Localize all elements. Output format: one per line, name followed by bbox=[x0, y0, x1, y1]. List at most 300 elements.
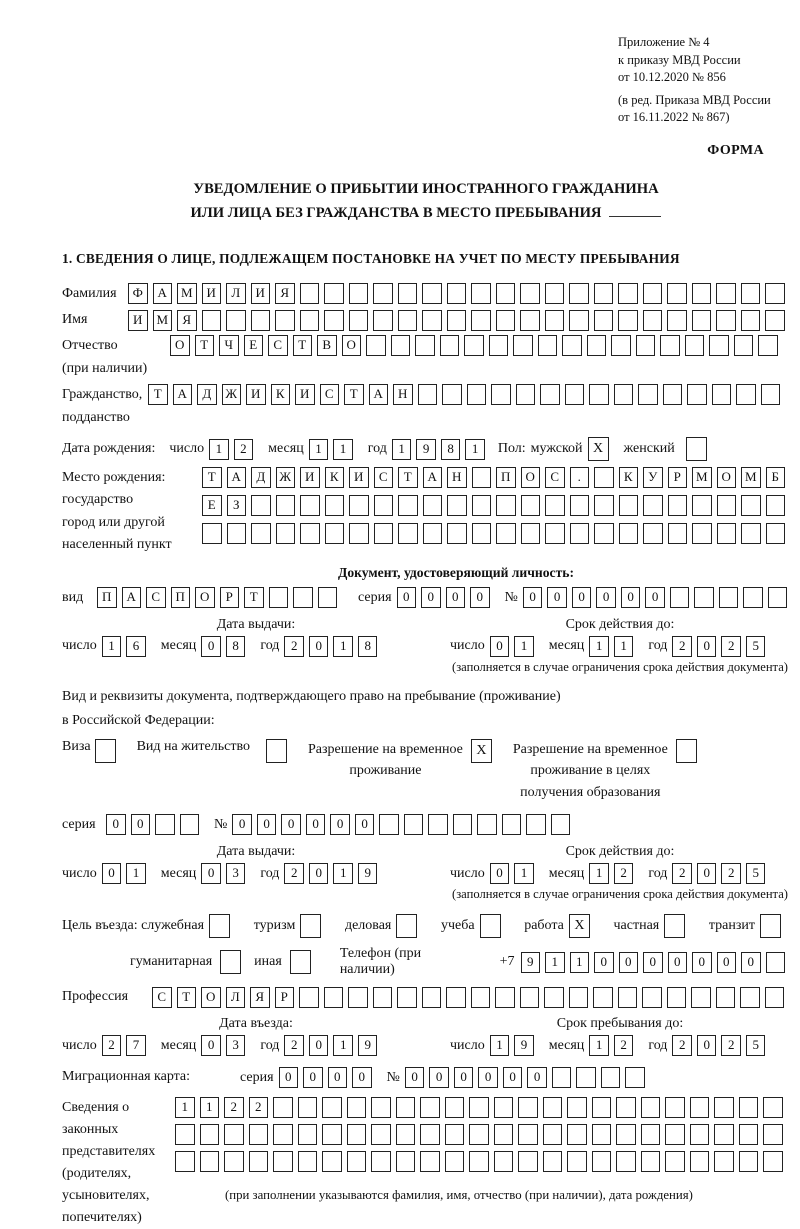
char-box[interactable] bbox=[685, 335, 705, 356]
char-box[interactable] bbox=[594, 310, 614, 331]
char-box[interactable] bbox=[763, 1151, 783, 1172]
char-box[interactable] bbox=[349, 495, 369, 516]
char-box[interactable]: Т bbox=[344, 384, 364, 405]
char-box[interactable]: Е bbox=[202, 495, 222, 516]
rvp-checkbox[interactable] bbox=[471, 739, 497, 763]
birth-place-line1[interactable] bbox=[202, 467, 790, 488]
char-box[interactable] bbox=[543, 1151, 563, 1172]
char-box[interactable]: 9 bbox=[358, 863, 378, 884]
char-box[interactable] bbox=[765, 310, 785, 331]
char-box[interactable] bbox=[663, 384, 683, 405]
char-box[interactable] bbox=[741, 283, 761, 304]
char-box[interactable]: К bbox=[619, 467, 639, 488]
name-input[interactable] bbox=[128, 310, 790, 331]
char-box[interactable] bbox=[420, 1097, 440, 1118]
char-box[interactable] bbox=[643, 523, 663, 544]
char-box[interactable]: Е bbox=[244, 335, 264, 356]
char-box[interactable] bbox=[665, 1124, 685, 1145]
char-box[interactable]: 0 bbox=[478, 1067, 498, 1088]
char-box[interactable]: В bbox=[317, 335, 337, 356]
char-box[interactable]: 1 bbox=[589, 1035, 609, 1056]
char-box[interactable]: М bbox=[692, 467, 712, 488]
char-box[interactable]: М bbox=[177, 283, 197, 304]
char-box[interactable] bbox=[562, 335, 582, 356]
char-box[interactable] bbox=[765, 283, 785, 304]
char-box[interactable]: С bbox=[545, 467, 565, 488]
char-box[interactable]: 1 bbox=[614, 636, 634, 657]
char-box[interactable] bbox=[293, 587, 313, 608]
char-box[interactable]: 1 bbox=[465, 439, 485, 460]
char-box[interactable] bbox=[638, 384, 658, 405]
char-box[interactable]: Д bbox=[251, 467, 271, 488]
doc-valid-day[interactable] bbox=[490, 636, 539, 657]
char-box[interactable] bbox=[397, 987, 417, 1008]
char-box[interactable] bbox=[538, 335, 558, 356]
char-box[interactable] bbox=[496, 310, 516, 331]
char-box[interactable]: Т bbox=[398, 467, 418, 488]
char-box[interactable] bbox=[743, 587, 763, 608]
char-box[interactable] bbox=[495, 987, 515, 1008]
char-box[interactable]: X bbox=[569, 914, 590, 938]
char-box[interactable]: 0 bbox=[572, 587, 592, 608]
residence-valid-month[interactable] bbox=[589, 863, 638, 884]
char-box[interactable] bbox=[273, 1097, 293, 1118]
char-box[interactable] bbox=[714, 1151, 734, 1172]
char-box[interactable]: 0 bbox=[692, 952, 712, 973]
char-box[interactable]: 1 bbox=[126, 863, 146, 884]
char-box[interactable] bbox=[594, 467, 614, 488]
char-box[interactable]: Ч bbox=[219, 335, 239, 356]
purpose-business-checkbox[interactable] bbox=[209, 914, 235, 938]
char-box[interactable]: Л bbox=[226, 987, 246, 1008]
char-box[interactable] bbox=[641, 1124, 661, 1145]
char-box[interactable] bbox=[469, 1151, 489, 1172]
char-box[interactable]: 0 bbox=[697, 1035, 717, 1056]
doc-valid-month[interactable] bbox=[589, 636, 638, 657]
char-box[interactable] bbox=[200, 1124, 220, 1145]
char-box[interactable] bbox=[668, 495, 688, 516]
char-box[interactable] bbox=[739, 1097, 759, 1118]
char-box[interactable] bbox=[670, 587, 690, 608]
char-box[interactable]: С bbox=[146, 587, 166, 608]
char-box[interactable] bbox=[544, 987, 564, 1008]
char-box[interactable] bbox=[420, 1151, 440, 1172]
char-box[interactable] bbox=[576, 1067, 596, 1088]
char-box[interactable]: 0 bbox=[257, 814, 277, 835]
char-box[interactable]: 2 bbox=[249, 1097, 269, 1118]
char-box[interactable] bbox=[273, 1151, 293, 1172]
char-box[interactable] bbox=[298, 1124, 318, 1145]
char-box[interactable] bbox=[398, 283, 418, 304]
char-box[interactable] bbox=[643, 495, 663, 516]
char-box[interactable] bbox=[619, 523, 639, 544]
doc-issue-month[interactable] bbox=[201, 636, 250, 657]
char-box[interactable] bbox=[469, 1124, 489, 1145]
char-box[interactable] bbox=[766, 952, 786, 973]
char-box[interactable] bbox=[761, 384, 781, 405]
char-box[interactable]: 1 bbox=[545, 952, 565, 973]
char-box[interactable] bbox=[719, 587, 739, 608]
char-box[interactable] bbox=[445, 1124, 465, 1145]
char-box[interactable]: 0 bbox=[232, 814, 252, 835]
char-box[interactable]: 1 bbox=[200, 1097, 220, 1118]
char-box[interactable] bbox=[300, 523, 320, 544]
char-box[interactable] bbox=[611, 335, 631, 356]
char-box[interactable] bbox=[227, 523, 247, 544]
char-box[interactable] bbox=[642, 987, 662, 1008]
char-box[interactable] bbox=[758, 335, 778, 356]
char-box[interactable] bbox=[298, 1151, 318, 1172]
char-box[interactable] bbox=[740, 987, 760, 1008]
char-box[interactable]: 1 bbox=[209, 439, 229, 460]
purpose-transit-checkbox[interactable] bbox=[760, 914, 786, 938]
char-box[interactable] bbox=[398, 523, 418, 544]
char-box[interactable]: 8 bbox=[441, 439, 461, 460]
char-box[interactable]: . bbox=[570, 467, 590, 488]
char-box[interactable]: П bbox=[496, 467, 516, 488]
char-box[interactable] bbox=[714, 1124, 734, 1145]
char-box[interactable] bbox=[324, 283, 344, 304]
char-box[interactable] bbox=[251, 495, 271, 516]
char-box[interactable]: 0 bbox=[352, 1067, 372, 1088]
char-box[interactable]: 2 bbox=[102, 1035, 122, 1056]
char-box[interactable]: Т bbox=[244, 587, 264, 608]
char-box[interactable] bbox=[716, 283, 736, 304]
char-box[interactable]: 1 bbox=[333, 863, 353, 884]
char-box[interactable] bbox=[516, 384, 536, 405]
char-box[interactable]: 1 bbox=[514, 636, 534, 657]
char-box[interactable] bbox=[592, 1151, 612, 1172]
char-box[interactable]: И bbox=[202, 283, 222, 304]
char-box[interactable] bbox=[477, 814, 497, 835]
char-box[interactable]: 2 bbox=[721, 636, 741, 657]
char-box[interactable] bbox=[95, 739, 116, 763]
char-box[interactable] bbox=[422, 987, 442, 1008]
char-box[interactable] bbox=[520, 283, 540, 304]
char-box[interactable]: О bbox=[717, 467, 737, 488]
doc-valid-year[interactable] bbox=[672, 636, 770, 657]
residence-issue-day[interactable] bbox=[102, 863, 151, 884]
doc-series-input[interactable] bbox=[397, 587, 495, 608]
char-box[interactable] bbox=[224, 1151, 244, 1172]
char-box[interactable] bbox=[734, 335, 754, 356]
char-box[interactable]: Б bbox=[766, 467, 786, 488]
char-box[interactable] bbox=[373, 283, 393, 304]
char-box[interactable] bbox=[618, 987, 638, 1008]
char-box[interactable] bbox=[616, 1097, 636, 1118]
char-box[interactable] bbox=[641, 1151, 661, 1172]
char-box[interactable]: 0 bbox=[547, 587, 567, 608]
char-box[interactable] bbox=[518, 1097, 538, 1118]
char-box[interactable] bbox=[766, 523, 786, 544]
char-box[interactable]: 2 bbox=[284, 636, 304, 657]
char-box[interactable] bbox=[325, 495, 345, 516]
char-box[interactable]: 0 bbox=[421, 587, 441, 608]
char-box[interactable]: О bbox=[170, 335, 190, 356]
char-box[interactable]: Ж bbox=[276, 467, 296, 488]
char-box[interactable] bbox=[592, 1097, 612, 1118]
char-box[interactable]: К bbox=[271, 384, 291, 405]
char-box[interactable] bbox=[209, 914, 230, 938]
char-box[interactable]: X bbox=[588, 437, 609, 461]
char-box[interactable]: Я bbox=[250, 987, 270, 1008]
char-box[interactable] bbox=[467, 384, 487, 405]
char-box[interactable]: 0 bbox=[470, 587, 490, 608]
char-box[interactable]: 1 bbox=[514, 863, 534, 884]
char-box[interactable] bbox=[521, 523, 541, 544]
char-box[interactable]: 0 bbox=[643, 952, 663, 973]
char-box[interactable] bbox=[300, 914, 321, 938]
char-box[interactable]: 0 bbox=[454, 1067, 474, 1088]
char-box[interactable] bbox=[290, 950, 311, 974]
char-box[interactable] bbox=[440, 335, 460, 356]
char-box[interactable] bbox=[545, 283, 565, 304]
char-box[interactable] bbox=[694, 587, 714, 608]
char-box[interactable] bbox=[552, 1067, 572, 1088]
char-box[interactable] bbox=[300, 283, 320, 304]
char-box[interactable] bbox=[686, 437, 707, 461]
char-box[interactable] bbox=[741, 523, 761, 544]
purpose-study-checkbox[interactable] bbox=[480, 914, 506, 938]
char-box[interactable] bbox=[422, 283, 442, 304]
char-box[interactable]: Я bbox=[275, 283, 295, 304]
char-box[interactable]: Ж bbox=[222, 384, 242, 405]
char-box[interactable]: 0 bbox=[201, 636, 221, 657]
char-box[interactable] bbox=[322, 1097, 342, 1118]
char-box[interactable]: 0 bbox=[309, 1035, 329, 1056]
char-box[interactable] bbox=[347, 1124, 367, 1145]
char-box[interactable]: А bbox=[173, 384, 193, 405]
char-box[interactable] bbox=[717, 523, 737, 544]
patronymic-input[interactable] bbox=[170, 335, 783, 356]
char-box[interactable] bbox=[545, 523, 565, 544]
char-box[interactable] bbox=[447, 283, 467, 304]
char-box[interactable]: 0 bbox=[446, 587, 466, 608]
char-box[interactable]: 0 bbox=[309, 863, 329, 884]
birth-month-input[interactable] bbox=[309, 439, 358, 460]
char-box[interactable] bbox=[569, 310, 589, 331]
birth-place-line2[interactable] bbox=[202, 495, 790, 516]
char-box[interactable] bbox=[491, 384, 511, 405]
doc-kind-input[interactable] bbox=[97, 587, 342, 608]
char-box[interactable]: 0 bbox=[697, 636, 717, 657]
char-box[interactable] bbox=[299, 987, 319, 1008]
char-box[interactable] bbox=[276, 523, 296, 544]
migration-number-input[interactable] bbox=[405, 1067, 650, 1088]
char-box[interactable] bbox=[543, 1124, 563, 1145]
char-box[interactable] bbox=[567, 1097, 587, 1118]
char-box[interactable] bbox=[453, 814, 473, 835]
migration-series-input[interactable] bbox=[279, 1067, 377, 1088]
char-box[interactable]: Р bbox=[275, 987, 295, 1008]
char-box[interactable] bbox=[200, 1151, 220, 1172]
char-box[interactable]: 0 bbox=[596, 587, 616, 608]
char-box[interactable]: 1 bbox=[490, 1035, 510, 1056]
male-checkbox[interactable] bbox=[588, 437, 614, 461]
char-box[interactable] bbox=[518, 1151, 538, 1172]
char-box[interactable] bbox=[276, 495, 296, 516]
char-box[interactable] bbox=[471, 310, 491, 331]
representatives-line1[interactable] bbox=[175, 1097, 788, 1118]
char-box[interactable]: 2 bbox=[672, 1035, 692, 1056]
char-box[interactable] bbox=[442, 384, 462, 405]
stay-day[interactable] bbox=[490, 1035, 539, 1056]
char-box[interactable] bbox=[513, 335, 533, 356]
char-box[interactable]: К bbox=[325, 467, 345, 488]
char-box[interactable] bbox=[464, 335, 484, 356]
surname-input[interactable] bbox=[128, 283, 790, 304]
char-box[interactable] bbox=[692, 495, 712, 516]
char-box[interactable]: Т bbox=[177, 987, 197, 1008]
char-box[interactable] bbox=[396, 1124, 416, 1145]
char-box[interactable] bbox=[625, 1067, 645, 1088]
char-box[interactable] bbox=[709, 335, 729, 356]
female-checkbox[interactable] bbox=[686, 437, 712, 461]
char-box[interactable] bbox=[300, 495, 320, 516]
char-box[interactable]: Я bbox=[177, 310, 197, 331]
char-box[interactable] bbox=[371, 1097, 391, 1118]
char-box[interactable]: 0 bbox=[741, 952, 761, 973]
char-box[interactable]: И bbox=[300, 467, 320, 488]
char-box[interactable]: 8 bbox=[358, 636, 378, 657]
char-box[interactable] bbox=[690, 1151, 710, 1172]
char-box[interactable] bbox=[379, 814, 399, 835]
char-box[interactable]: 5 bbox=[746, 863, 766, 884]
char-box[interactable] bbox=[398, 495, 418, 516]
char-box[interactable] bbox=[273, 1124, 293, 1145]
char-box[interactable]: 0 bbox=[717, 952, 737, 973]
char-box[interactable]: А bbox=[122, 587, 142, 608]
char-box[interactable] bbox=[325, 523, 345, 544]
char-box[interactable]: 0 bbox=[355, 814, 375, 835]
doc-number-input[interactable] bbox=[523, 587, 793, 608]
char-box[interactable] bbox=[471, 987, 491, 1008]
purpose-commercial-checkbox[interactable] bbox=[396, 914, 422, 938]
char-box[interactable] bbox=[266, 739, 287, 763]
char-box[interactable]: З bbox=[227, 495, 247, 516]
char-box[interactable] bbox=[300, 310, 320, 331]
char-box[interactable]: 1 bbox=[589, 863, 609, 884]
char-box[interactable] bbox=[418, 384, 438, 405]
char-box[interactable] bbox=[736, 384, 756, 405]
char-box[interactable]: Р bbox=[220, 587, 240, 608]
char-box[interactable] bbox=[551, 814, 571, 835]
char-box[interactable] bbox=[618, 283, 638, 304]
char-box[interactable]: Т bbox=[202, 467, 222, 488]
char-box[interactable] bbox=[349, 310, 369, 331]
birth-place-line3[interactable] bbox=[202, 523, 790, 544]
char-box[interactable] bbox=[275, 310, 295, 331]
char-box[interactable] bbox=[619, 495, 639, 516]
char-box[interactable] bbox=[667, 283, 687, 304]
char-box[interactable] bbox=[763, 1097, 783, 1118]
char-box[interactable]: 1 bbox=[102, 636, 122, 657]
char-box[interactable]: 1 bbox=[333, 1035, 353, 1056]
char-box[interactable] bbox=[594, 523, 614, 544]
char-box[interactable] bbox=[251, 310, 271, 331]
char-box[interactable] bbox=[668, 523, 688, 544]
char-box[interactable] bbox=[447, 523, 467, 544]
char-box[interactable] bbox=[445, 1097, 465, 1118]
char-box[interactable]: 0 bbox=[102, 863, 122, 884]
char-box[interactable] bbox=[347, 1151, 367, 1172]
char-box[interactable] bbox=[521, 495, 541, 516]
char-box[interactable]: 0 bbox=[306, 814, 326, 835]
char-box[interactable]: С bbox=[320, 384, 340, 405]
purpose-humanitarian-checkbox[interactable] bbox=[220, 950, 246, 974]
char-box[interactable] bbox=[374, 523, 394, 544]
char-box[interactable]: А bbox=[423, 467, 443, 488]
char-box[interactable]: 9 bbox=[514, 1035, 534, 1056]
char-box[interactable] bbox=[423, 495, 443, 516]
char-box[interactable] bbox=[739, 1151, 759, 1172]
char-box[interactable] bbox=[373, 987, 393, 1008]
char-box[interactable]: 2 bbox=[284, 863, 304, 884]
char-box[interactable]: 0 bbox=[621, 587, 641, 608]
char-box[interactable]: И bbox=[349, 467, 369, 488]
char-box[interactable]: С bbox=[152, 987, 172, 1008]
residence-valid-year[interactable] bbox=[672, 863, 770, 884]
profession-input[interactable] bbox=[152, 987, 789, 1008]
char-box[interactable]: 0 bbox=[490, 636, 510, 657]
char-box[interactable] bbox=[398, 310, 418, 331]
char-box[interactable]: А bbox=[227, 467, 247, 488]
char-box[interactable] bbox=[496, 283, 516, 304]
char-box[interactable] bbox=[667, 310, 687, 331]
char-box[interactable]: И bbox=[251, 283, 271, 304]
char-box[interactable]: М bbox=[153, 310, 173, 331]
char-box[interactable]: X bbox=[471, 739, 492, 763]
char-box[interactable] bbox=[565, 384, 585, 405]
char-box[interactable] bbox=[322, 1151, 342, 1172]
char-box[interactable] bbox=[594, 495, 614, 516]
char-box[interactable]: 0 bbox=[523, 587, 543, 608]
char-box[interactable] bbox=[415, 335, 435, 356]
char-box[interactable]: 1 bbox=[570, 952, 590, 973]
char-box[interactable] bbox=[616, 1124, 636, 1145]
char-box[interactable]: 7 bbox=[126, 1035, 146, 1056]
char-box[interactable] bbox=[155, 814, 175, 835]
char-box[interactable]: 2 bbox=[672, 636, 692, 657]
char-box[interactable] bbox=[716, 987, 736, 1008]
char-box[interactable] bbox=[739, 1124, 759, 1145]
char-box[interactable]: 0 bbox=[279, 1067, 299, 1088]
char-box[interactable] bbox=[420, 1124, 440, 1145]
char-box[interactable] bbox=[220, 950, 241, 974]
char-box[interactable]: П bbox=[97, 587, 117, 608]
char-box[interactable]: 0 bbox=[201, 863, 221, 884]
char-box[interactable]: 5 bbox=[746, 1035, 766, 1056]
rvp-edu-checkbox[interactable] bbox=[676, 739, 702, 763]
purpose-other-checkbox[interactable] bbox=[290, 950, 316, 974]
char-box[interactable]: 2 bbox=[721, 863, 741, 884]
char-box[interactable]: Р bbox=[668, 467, 688, 488]
char-box[interactable] bbox=[690, 1124, 710, 1145]
char-box[interactable] bbox=[445, 1151, 465, 1172]
char-box[interactable]: И bbox=[246, 384, 266, 405]
char-box[interactable] bbox=[692, 523, 712, 544]
char-box[interactable]: М bbox=[741, 467, 761, 488]
char-box[interactable]: 0 bbox=[281, 814, 301, 835]
char-box[interactable] bbox=[371, 1151, 391, 1172]
char-box[interactable] bbox=[472, 467, 492, 488]
char-box[interactable] bbox=[349, 283, 369, 304]
char-box[interactable]: 0 bbox=[328, 1067, 348, 1088]
char-box[interactable]: Т bbox=[148, 384, 168, 405]
char-box[interactable]: Н bbox=[447, 467, 467, 488]
char-box[interactable] bbox=[494, 1124, 514, 1145]
char-box[interactable]: 0 bbox=[303, 1067, 323, 1088]
